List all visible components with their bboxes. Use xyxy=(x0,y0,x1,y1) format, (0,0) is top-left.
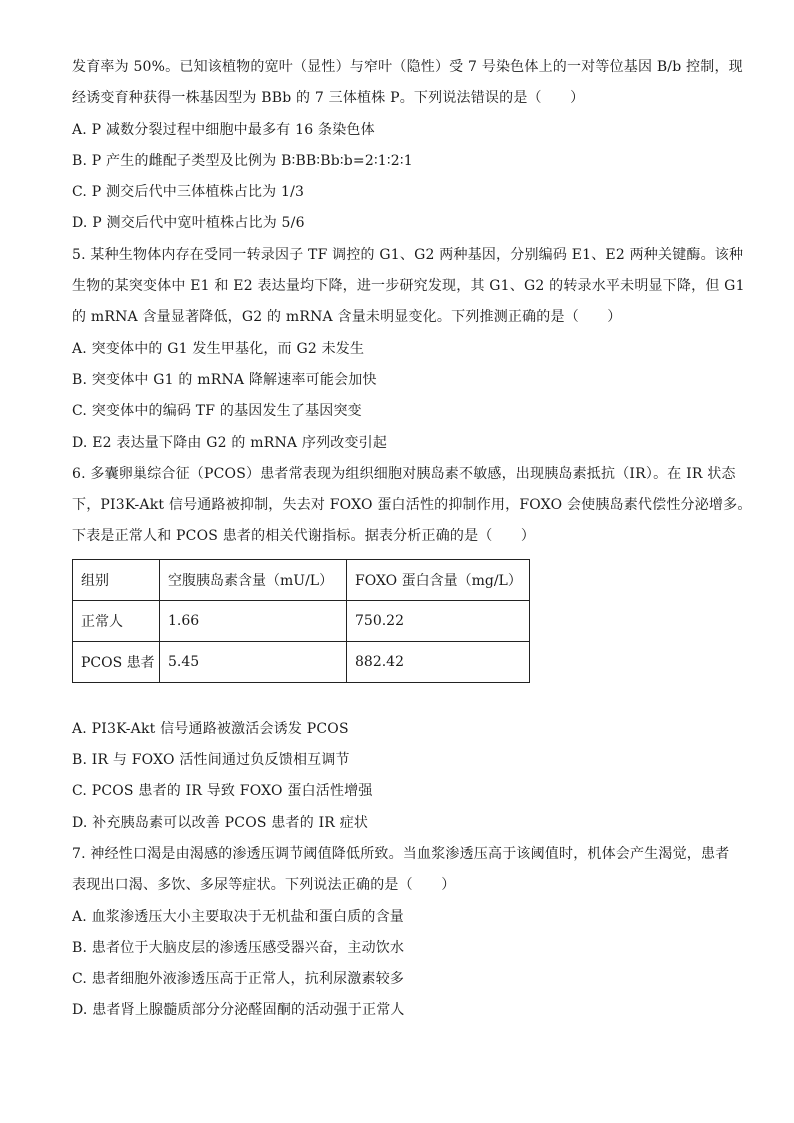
option-c: C. 突变体中的编码 TF 的基因发生了基因突变 xyxy=(72,403,362,420)
question-4-options xyxy=(72,121,732,233)
option-c: C. PCOS 患者的 IR 导致 FOXO 蛋白活性增强 xyxy=(72,783,373,800)
option-b: B. 患者位于大脑皮层的渗透压感受器兴奋，主动饮水 xyxy=(72,939,405,956)
text-line: 发育率为 50%。已知该植物的宽叶（显性）与窄叶（隐性）受 7 号染色体上的一对等位基因 B/b 控制，现 xyxy=(72,59,743,75)
header-group: 组别 xyxy=(73,559,160,600)
table-row xyxy=(73,641,530,682)
option-a: A. 突变体中的 G1 发生甲基化，而 G2 未发生 xyxy=(72,340,365,357)
exam-page xyxy=(72,58,752,1033)
option-d: D. E2 表达量下降由 G2 的 mRNA 序列改变引起 xyxy=(72,434,388,451)
option-d: D. 患者肾上腺髓质部分分泌醛固酮的活动强于正常人 xyxy=(72,1002,405,1019)
question-stem-line: 下，PI3K-Akt 信号通路被抑制，失去对 FOXO 蛋白活性的抑制作用，FOXO 会使胰岛素代偿性分泌增多。 xyxy=(72,497,752,514)
question-6 xyxy=(72,465,752,832)
question-4-intro xyxy=(72,58,743,107)
option-b: B. IR 与 FOXO 活性间通过负反馈相互调节 xyxy=(72,752,350,769)
question-stem-line: 表现出口渴、多饮、多尿等症状。下列说法正确的是（ ） xyxy=(72,877,456,894)
question-stem-line: 6. 多囊卵巢综合征（PCOS）患者常表现为组织细胞对胰岛素不敏感，出现胰岛素抵抗（IR）。在 IR 状态 xyxy=(72,465,736,482)
question-5 xyxy=(72,246,745,452)
question-stem-line: 7. 神经性口渴是由渴感的渗透压调节阈值降低所致。当血浆渗透压高于该阈值时，机体会产生渴觉，患者 xyxy=(72,845,730,862)
option-d: D. P 测交后代中宽叶植株占比为 5/6 xyxy=(72,215,305,232)
question-stem-line: 生物的某突变体中 E1 和 E2 表达量均下降，进一步研究发现，其 G1、G2 的转录水平未明显下降，但 G1 xyxy=(72,278,745,295)
header-foxo: FOXO 蛋白含量（mg/L） xyxy=(347,559,530,600)
option-c: C. 患者细胞外液渗透压高于正常人，抗利尿激素较多 xyxy=(72,971,405,988)
option-d: D. 补充胰岛素可以改善 PCOS 患者的 IR 症状 xyxy=(72,814,369,831)
question-stem-line: 下表是正常人和 PCOS 患者的相关代谢指标。据表分析正确的是（ ） xyxy=(72,528,536,545)
cell-foxo: 882.42 xyxy=(347,641,530,682)
table-row xyxy=(73,600,530,641)
data-table-wrapper xyxy=(72,559,732,683)
cell-group: PCOS 患者 xyxy=(73,641,160,682)
cell-insulin: 1.66 xyxy=(160,600,347,641)
question-stem-line: 的 mRNA 含量显著降低，G2 的 mRNA 含量未明显变化。下列推测正确的是（ ） xyxy=(72,309,622,326)
question-stem-line: 5. 某种生物体内存在受同一转录因子 TF 调控的 G1、G2 两种基因，分别编码 E1、E2 两种关键酶。该种 xyxy=(72,246,744,263)
option-a: A. 血浆渗透压大小主要取决于无机盐和蛋白质的含量 xyxy=(72,908,405,925)
metrics-table xyxy=(72,559,530,683)
cell-group: 正常人 xyxy=(73,600,160,641)
cell-foxo: 750.22 xyxy=(347,600,530,641)
option-b: B. 突变体中 G1 的 mRNA 降解速率可能会加快 xyxy=(72,371,377,388)
option-a: A. PI3K-Akt 信号通路被激活会诱发 PCOS xyxy=(72,720,349,737)
table-header-row xyxy=(73,559,530,600)
cell-insulin: 5.45 xyxy=(160,641,347,682)
question-7 xyxy=(72,845,732,1019)
option-a: A. P 减数分裂过程中细胞中最多有 16 条染色体 xyxy=(72,121,375,138)
text-line: 经诱变育种获得一株基因型为 BBb 的 7 三体植株 P。下列说法错误的是（ ） xyxy=(72,90,585,107)
option-c: C. P 测交后代中三体植株占比为 1/3 xyxy=(72,184,305,201)
option-b: B. P 产生的雌配子类型及比例为 B∶BB∶Bb∶b=2∶1∶2∶1 xyxy=(72,152,413,169)
header-insulin: 空腹胰岛素含量（mU/L） xyxy=(160,559,347,600)
